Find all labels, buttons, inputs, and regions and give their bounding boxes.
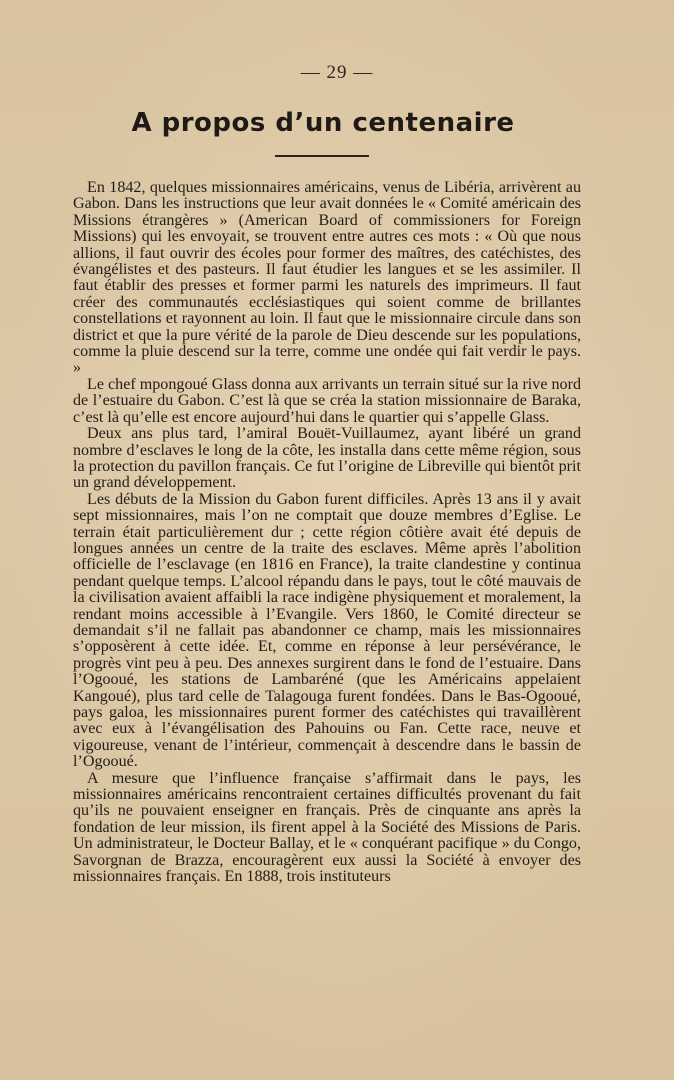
page-number: — 29 — [300, 62, 374, 83]
page-title: A propos d’un centenaire [131, 108, 515, 138]
title-underline [275, 155, 369, 157]
paragraph: Deux ans plus tard, l’amiral Bouët-Vuillaumez, ayant libéré un grand nombre d’esclaves le long de la côte, les installa dans cette même région, sous la protection du pavillon français. Ce fut l’origine de Libreville qui bientôt prit un grand développement. [73, 425, 581, 492]
paragraph: Le chef mpongoué Glass donna aux arrivants un terrain situé sur la rive nord de l’estuaire du Gabon. C’est là que se créa la station missionnaire de Baraka, c’est là qu’elle est encore aujourd’hui dans le quartier qui s’appelle Glass. [73, 375, 581, 426]
paragraph: Les débuts de la Mission du Gabon furent difficiles. Après 13 ans il y avait sept missionnaires, mais l’on ne comptait que douze membres d’Eglise. Le terrain était particulièrement dur ; cette région côtière avait été depuis de longues années un centre de la traite des esclaves. Même après l’abolition officielle de l’esclavage (en 1816 en France), la traite clandestine y continua pendant quelque temps. L’alcool répandu dans le pays, tout le côté mauvais de la civilisation avaient affaibli la race indigène physiquement et moralement, la rendant moins accessible à l’Evangile. Vers 1860, le Comité directeur se demandait s’il ne fallait pas abandonner ce champ, mais les missionnaires s’opposèrent à cette idée. Et, comme en réponse à leur persévérance, le progrès vint peu à peu. Des annexes surgirent dans le fond de l’estuaire. Dans l’Ogooué, les stations de Lambaréné (que les Américains appelaient Kangoué), plus tard celle de Talagouga furent fondées. Dans le Bas-Ogooué, pays galoa, les missionnaires purent former des catéchistes qui travaillèrent avec eux à l’évangélisation des Pahouins ou Fan. Cette race, neuve et vigoureuse, venant de l’intérieur, commençait à descendre dans le bassin de l’Ogooué. [73, 490, 581, 771]
paragraph: En 1842, quelques missionnaires américains, venus de Libéria, arrivèrent au Gabon. Dans les instructions que leur avait données le « Comité américain des Missions étrangères » (American Board of commissioners for Foreign Missions) qui les envoyait, se trouvent entre autres ces mots : « Où que nous allions, il faut ouvrir des écoles pour former des maîtres, des catéchistes, des évangélistes et des pasteurs. Il faut étudier les langues et se les assimiler. Il faut établir des presses et former parmi les naturels des imprimeurs. Il faut créer des communautés ecclésiastiques qui soient comme de brillantes constellations et rayonnent au loin. Il faut que le missionnaire circule dans son district et que la pure vérité de la parole de Dieu descende sur les populations, comme la pluie descend sur la terre, comme une ondée qui fait verdir le pays. » [73, 179, 581, 377]
body-text [73, 180, 581, 885]
paragraph: A mesure que l’influence française s’affirmait dans le pays, les missionnaires américains rencontraient certaines difficultés provenant du fait qu’ils ne pouvaient enseigner en français. Près de cinquante ans après la fondation de leur mission, ils firent appel à la Société des Missions de Paris. Un administrateur, le Docteur Ballay, et le « conquérant pacifique » du Congo, Savorgnan de Brazza, encouragèrent eux aussi la Société à envoyer des missionnaires français. En 1888, trois instituteurs [73, 769, 581, 886]
